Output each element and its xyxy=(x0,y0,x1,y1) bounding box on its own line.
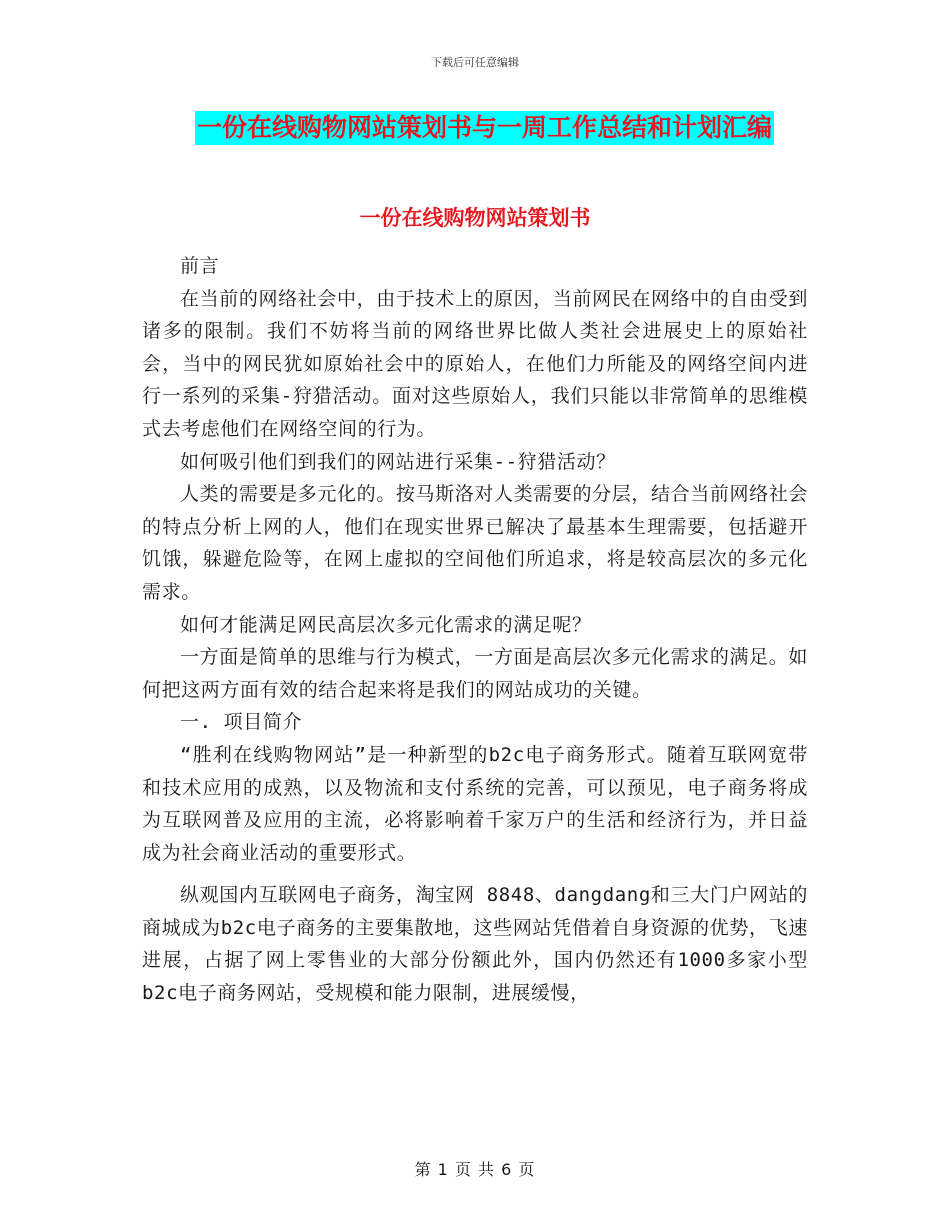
page-number: 第 1 页 共 6 页 xyxy=(414,1160,536,1179)
document-body xyxy=(142,250,808,1010)
paragraph: 人类的需要是多元化的。按马斯洛对人类需要的分层，结合当前网络社会的特点分析上网的人，他们在现实世界已解决了最基本生理需要，包括避开饥饿，躲避危险等，在网上虚拟的空间他们所追求，将是较高层次的多元化需求。 xyxy=(142,483,808,603)
document-subtitle: 一份在线购物网站策划书 xyxy=(359,206,591,230)
paragraph: “胜利在线购物网站”是一种新型的b2c电子商务形式。随着互联网宽带和技术应用的成熟，以及物流和支付系统的完善，可以预见，电子商务将成为互联网普及应用的主流，必将影响着千家万户的生活和经济行为，并日益成为社会商业活动的重要形式。 xyxy=(142,743,808,864)
paragraph: 一方面是简单的思维与行为模式，一方面是高层次多元化需求的满足。如何把这两方面有效的结合起来将是我们的网站成功的关键。 xyxy=(142,646,808,701)
paragraph-question: 如何才能满足网民高层次多元化需求的满足呢？ xyxy=(180,613,592,636)
section-heading: 一. 项目简介 xyxy=(180,711,303,734)
document-main-title: 一份在线购物网站策划书与一周工作总结和计划汇编 xyxy=(195,111,774,145)
main-title-container xyxy=(195,111,774,145)
paragraph: 纵观国内互联网电子商务，淘宝网 8848、dangdang和三大门户网站的商城成为b2c电子商务的主要集散地，这些网站凭借着自身资源的优势，飞速进展，占据了网上零售业的大部分份额此外，国内仍然还有1000多家小型b2c电子商务网站，受规模和能力限制，进展缓慢， xyxy=(142,884,808,1005)
header-note: 下载后可任意编辑 xyxy=(431,56,519,69)
paragraph: 在当前的网络社会中，由于技术上的原因，当前网民在网络中的自由受到诸多的限制。我们不妨将当前的网络世界比做人类社会进展史上的原始社会，当中的网民犹如原始社会中的原始人，在他们力所能及的网络空间内进行一系列的采集-狩猎活动。面对这些原始人，我们只能以非常简单的思维模式去考虑他们在网络空间的行为。 xyxy=(142,287,808,440)
paragraph-preface: 前言 xyxy=(180,255,220,277)
paragraph-question: 如何吸引他们到我们的网站进行采集--狩猎活动？ xyxy=(180,450,616,473)
